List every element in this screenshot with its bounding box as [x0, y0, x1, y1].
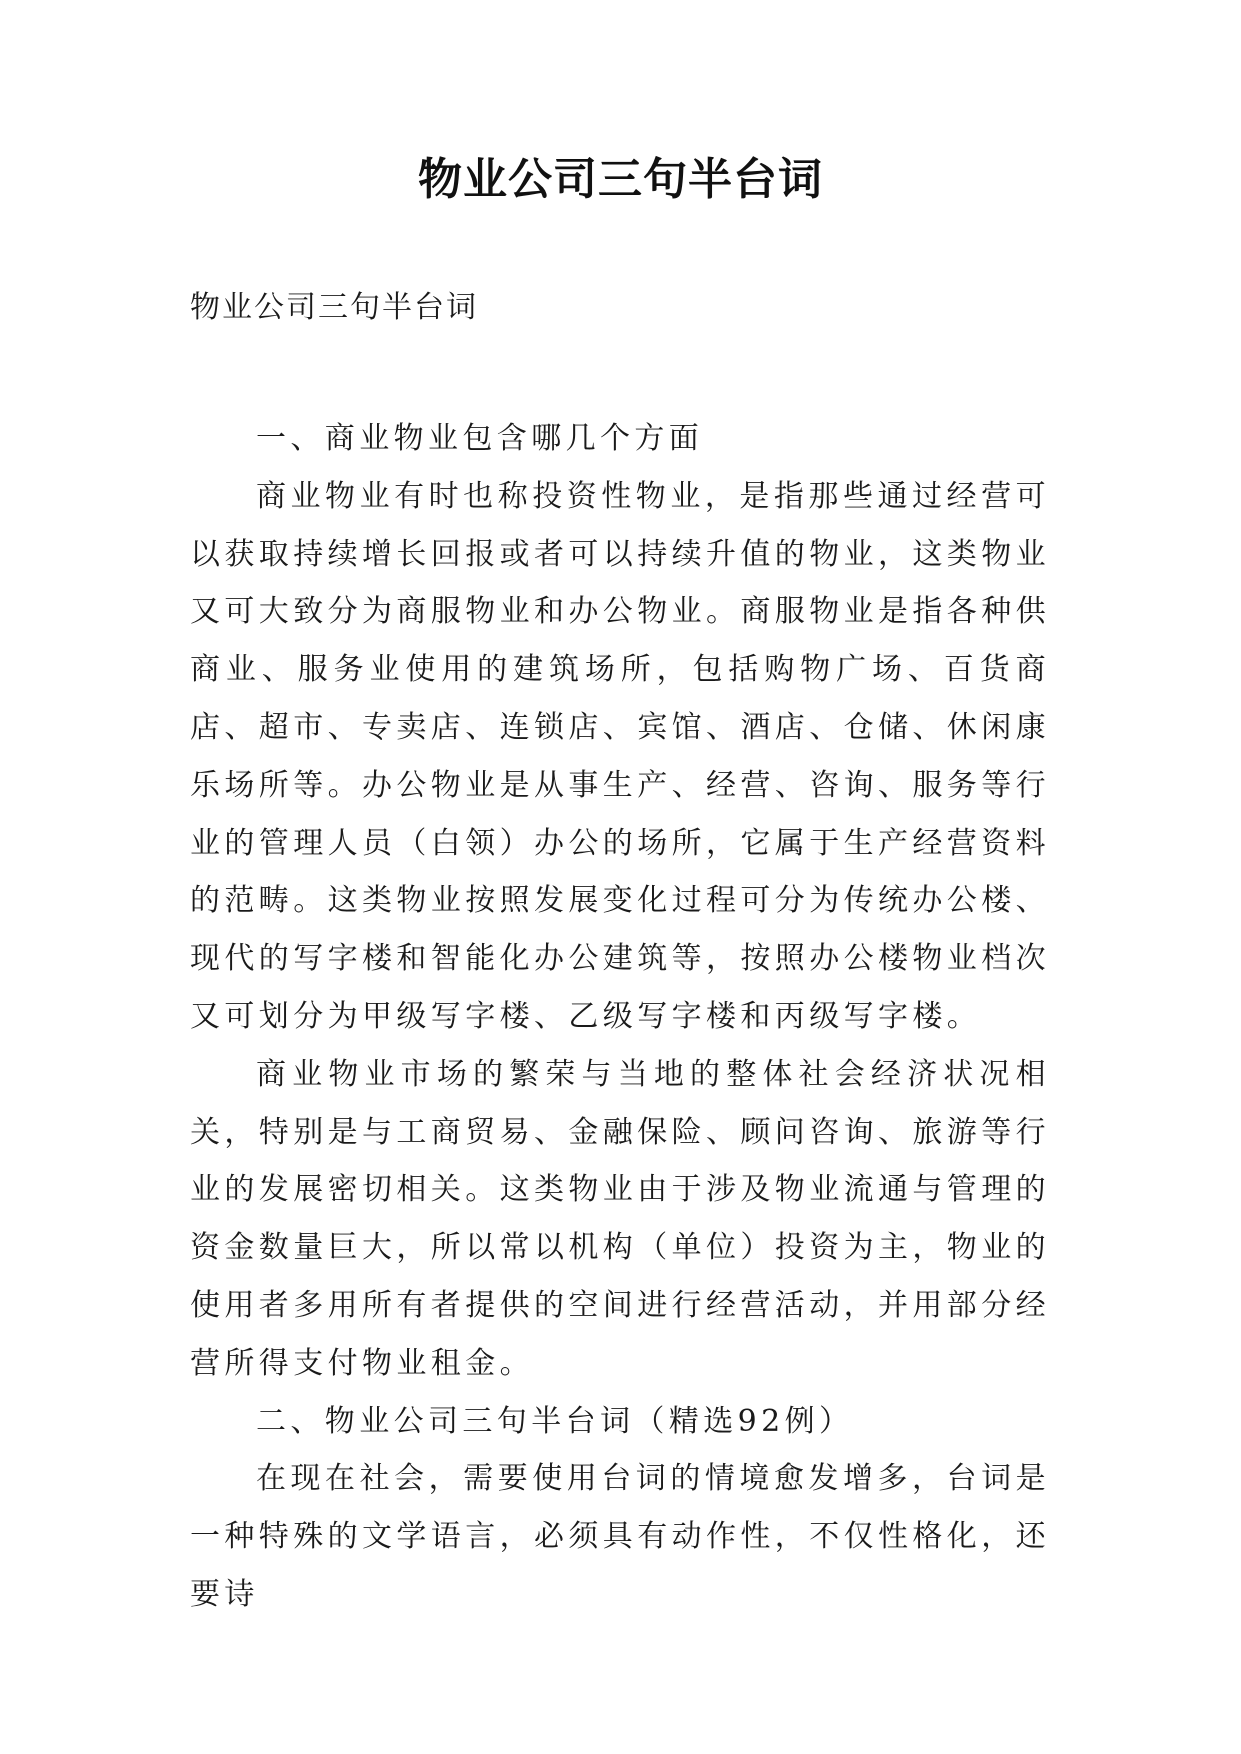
- document-title: 物业公司三句半台词: [418, 154, 823, 205]
- section-heading-2: 二、物业公司三句半台词（精选92例）: [256, 1403, 854, 1439]
- paragraph-1: 商业物业有时也称投资性物业，是指那些通过经营可以获取持续增长回报或者可以持续升值的物业，这类物业又可大致分为商服物业和办公物业。商服物业是指各种供商业、服务业使用的建筑场所，包括购物广场、百货商店、超市、专卖店、连锁店、宾馆、酒店、仓储、休闲康乐场所等。办公物业是从事生产、经营、咨询、服务等行业的管理人员（白领）办公的场所，它属于生产经营资料的范畴。这类物业按照发展变化过程可分为传统办公楼、现代的写字楼和智能化办公建筑等，按照办公楼物业档次又可划分为甲级写字楼、乙级写字楼和丙级写字楼。: [190, 478, 1050, 1034]
- section-heading-1: 一、商业物业包含哪几个方面: [256, 421, 704, 456]
- paragraph-2: 商业物业市场的繁荣与当地的整体社会经济状况相关，特别是与工商贸易、金融保险、顾问咨询、旅游等行业的发展密切相关。这类物业由于涉及物业流通与管理的资金数量巨大，所以常以机构（单位）投资为主，物业的使用者多用所有者提供的空间进行经营活动，并用部分经营所得支付物业租金。: [190, 1056, 1050, 1381]
- paragraph-3: 在现在社会，需要使用台词的情境愈发增多，台词是一种特殊的文学语言，必须具有动作性，不仅性格化，还要诗: [190, 1461, 1050, 1612]
- document-body: [190, 410, 1050, 1624]
- document-subtitle: 物业公司三句半台词: [190, 290, 478, 325]
